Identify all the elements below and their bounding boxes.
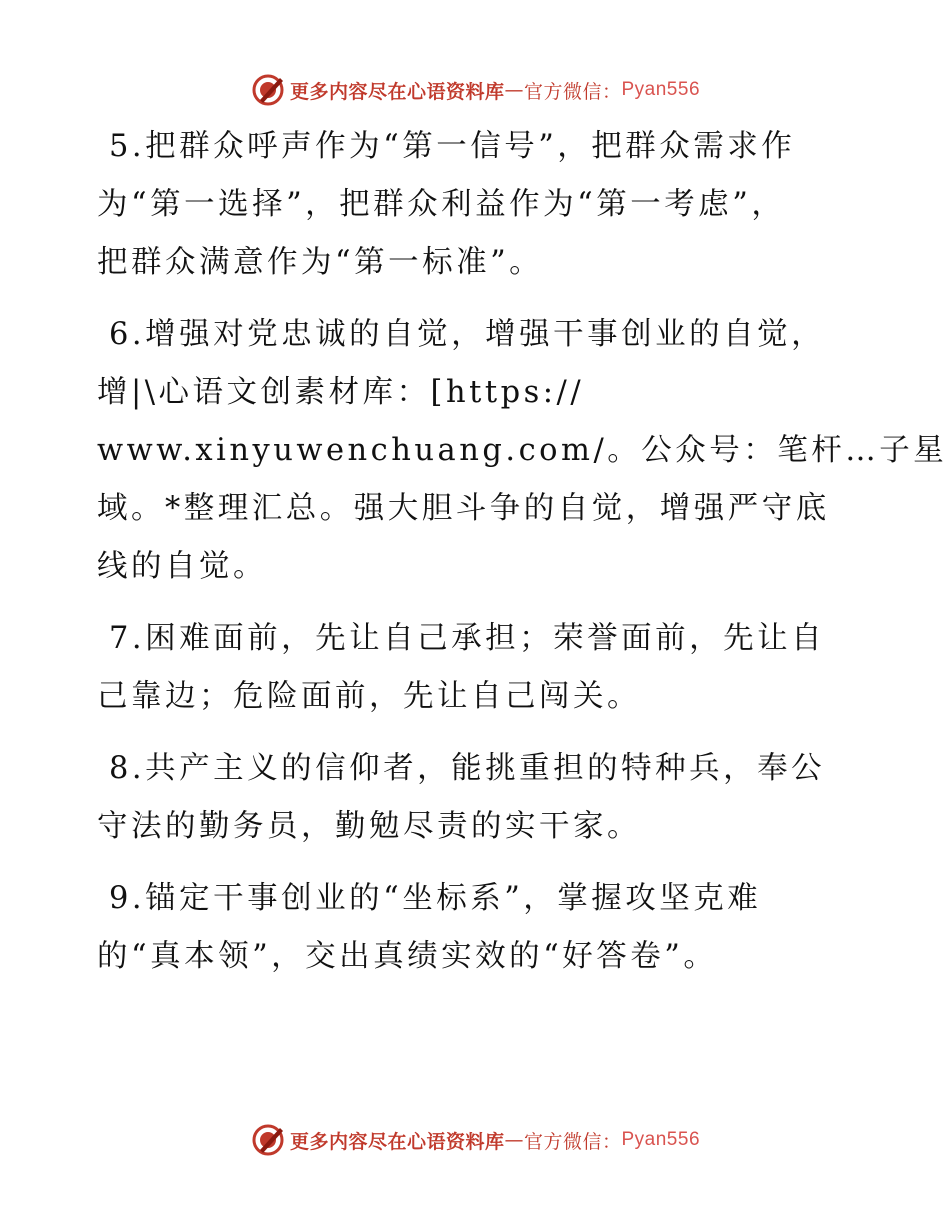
text-line: 9.锚定干事创业的“坐标系”，掌握攻坚克难 [109,881,762,916]
banner-dash: — [504,79,524,101]
text-line: 守法的勤务员，勤勉尽责的实干家。 [97,809,641,844]
footer-banner [0,1120,950,1160]
banner-wechat-label: 官方微信： [523,80,622,103]
text-line: www.xinyuwenchuang.com/。公众号：笔杆…子星 [97,433,948,468]
document-body [97,118,948,1000]
text-line: 线的自觉。 [97,549,267,584]
paragraph-5 [97,118,837,292]
banner-wechat-id: Pyan556 [621,79,701,100]
text-line: 己靠边；危险面前，先让自己闯关。 [97,679,641,714]
text-line: 为“第一选择”，把群众利益作为“第一考虑”， [97,187,786,222]
pen-circle-logo-icon [250,72,286,108]
pen-circle-logo-icon [250,1122,286,1158]
text-line: 6.增强对党忠诚的自觉，增强干事创业的自觉， [109,317,826,352]
text-line: 把群众满意作为“第一标准”。 [97,245,544,280]
paragraph-8 [97,740,837,856]
text-line: 8.共产主义的信仰者，能挑重担的特种兵，奉公 [109,751,826,786]
text-line: 7.困难面前，先让自己承担；荣誉面前，先让自 [109,621,826,656]
paragraph-7 [97,610,837,726]
paragraph-9 [97,870,837,986]
banner-dash: — [504,1129,524,1151]
text-line: 域。*整理汇总。强大胆斗争的自觉，增强严守底 [97,491,830,526]
text-line: 增|\心语文创素材库：[https:// [97,375,585,410]
paragraph-6 [97,306,948,596]
text-line: 的“真本领”，交出真绩实效的“好答卷”。 [97,939,718,974]
text-line: 5.把群众呼声作为“第一信号”，把群众需求作 [109,129,796,164]
banner-main-text: 更多内容尽在心语资料库 [289,80,505,103]
banner-wechat-label: 官方微信： [523,1130,622,1153]
banner-main-text: 更多内容尽在心语资料库 [289,1130,505,1153]
banner-wechat-id: Pyan556 [621,1129,701,1150]
header-banner [0,70,950,110]
